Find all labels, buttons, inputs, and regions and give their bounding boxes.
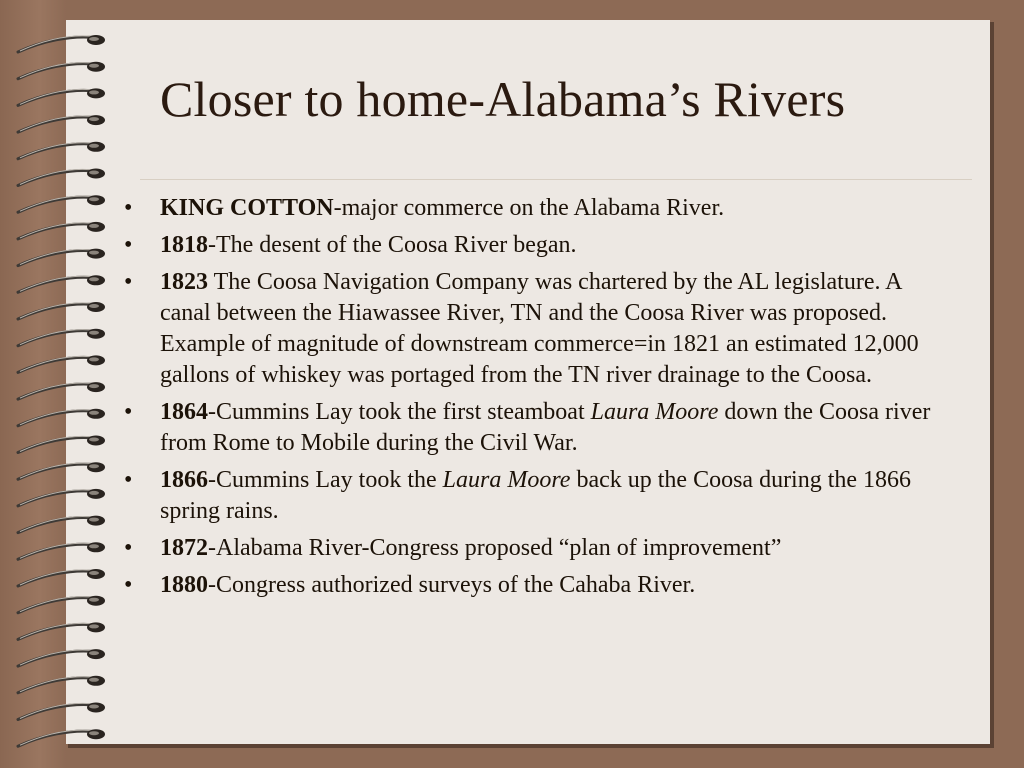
list-item — [120, 465, 952, 527]
spiral-ring — [18, 409, 105, 426]
spiral-ring — [18, 542, 105, 559]
bullet-icon: • — [124, 195, 133, 221]
spiral-ring — [18, 703, 105, 720]
item-text: -Congress authorized surveys of the Cahaba River. — [208, 572, 696, 598]
item-text: -major commerce on the Alabama River. — [333, 195, 725, 221]
item-text: The Coosa Navigation Company was chartered by the AL legislature. A canal between the Hiawassee River, TN and the Coosa River was proposed. Example of magnitude of downstream commerce=in 1821 an estimated 12,000 gallons of whiskey was portaged from the TN river drainage to the Coosa. — [160, 269, 919, 388]
spiral-ring — [18, 222, 105, 239]
spiral-ring — [18, 462, 105, 479]
spiral-ring — [18, 195, 105, 212]
list-item — [120, 267, 952, 391]
spiral-ring — [18, 355, 105, 372]
list-item — [120, 193, 952, 224]
spiral-ring — [18, 649, 105, 666]
item-text: -Cummins Lay took the — [208, 467, 443, 493]
item-label: 1872 — [160, 535, 208, 561]
spiral-ring — [18, 596, 105, 613]
italic-text: Laura Moore — [442, 467, 571, 493]
spiral-ring — [18, 489, 105, 506]
bullet-icon: • — [124, 232, 133, 258]
spiral-binding-icon — [0, 0, 120, 768]
spiral-ring — [18, 275, 105, 292]
italic-text: Laura Moore — [590, 399, 719, 425]
item-text: down the Coosa river from Rome to Mobile during the Civil War. — [160, 399, 931, 456]
spiral-ring — [18, 436, 105, 453]
spiral-ring — [18, 622, 105, 639]
list-item — [120, 230, 952, 261]
list-item — [120, 533, 952, 564]
spiral-ring — [18, 516, 105, 533]
item-text: -Cummins Lay took the first steamboat — [208, 399, 591, 425]
item-label: 1823 — [160, 269, 208, 295]
bullet-icon: • — [124, 269, 133, 295]
bullet-icon: • — [124, 399, 133, 425]
spiral-ring — [18, 382, 105, 399]
spiral-ring — [18, 329, 105, 346]
spiral-ring — [18, 142, 105, 159]
spiral-ring — [18, 169, 105, 186]
page-title: Closer to home-Alabama’s Rivers — [160, 71, 846, 127]
list-item — [120, 397, 952, 459]
item-label: KING COTTON — [160, 195, 334, 221]
title-divider — [140, 179, 972, 180]
spiral-ring — [18, 676, 105, 693]
bullet-list — [120, 193, 952, 607]
item-label: 1864 — [160, 399, 208, 425]
spiral-ring — [18, 569, 105, 586]
spiral-ring — [18, 115, 105, 132]
item-label: 1880 — [160, 572, 208, 598]
bullet-icon: • — [124, 535, 133, 561]
spiral-ring — [18, 88, 105, 105]
item-text: -The desent of the Coosa River began. — [208, 232, 577, 258]
item-label: 1818 — [160, 232, 208, 258]
list-item — [120, 570, 952, 601]
bullet-icon: • — [124, 467, 133, 493]
spiral-ring — [18, 35, 105, 52]
spiral-ring — [18, 729, 105, 746]
item-text: back up the Coosa during the 1866 spring rains. — [160, 467, 912, 524]
spiral-ring — [18, 62, 105, 79]
spiral-ring — [18, 249, 105, 266]
spiral-ring — [18, 302, 105, 319]
item-label: 1866 — [160, 467, 208, 493]
item-text: -Alabama River-Congress proposed “plan of improvement” — [208, 535, 782, 561]
bullet-icon: • — [124, 572, 133, 598]
